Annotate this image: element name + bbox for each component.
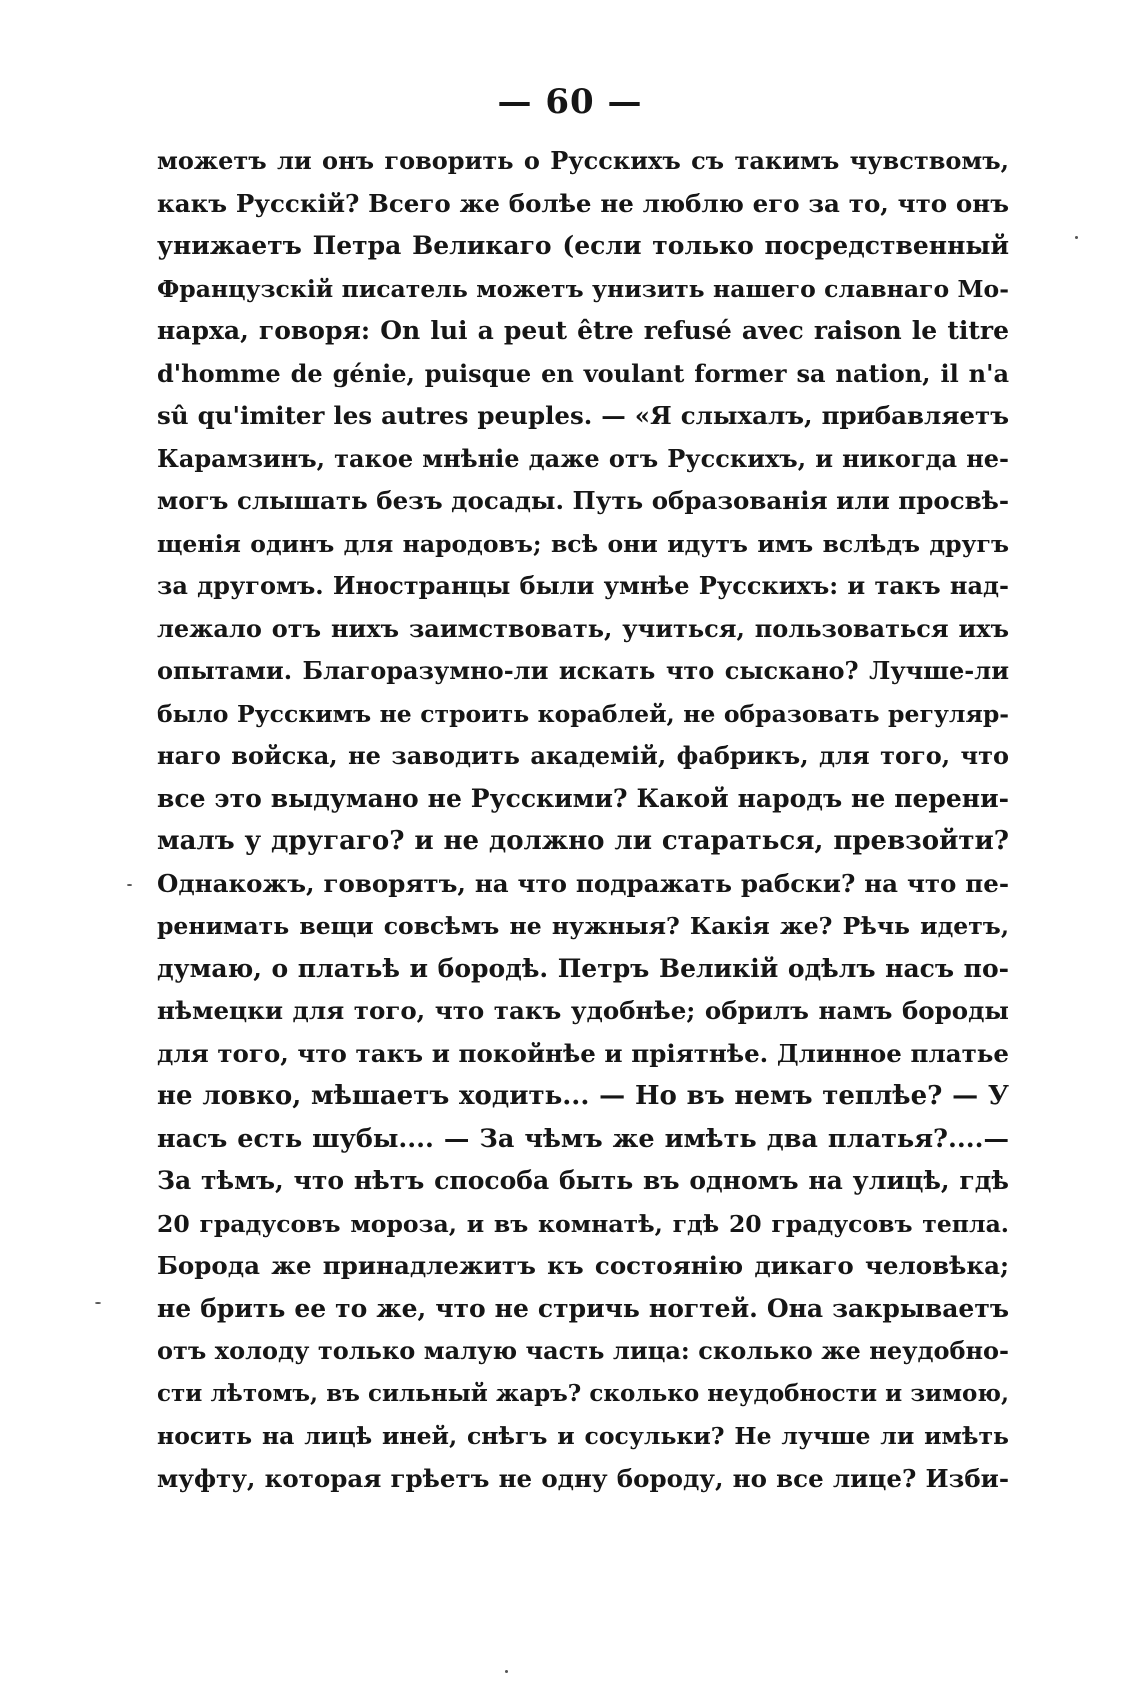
text-line: носить на лицѣ иней, снѣгъ и сосульки? Не лучше ли имѣть (157, 1422, 1009, 1450)
text-line: За тѣмъ, что нѣтъ способа быть въ одномъ на улицѣ, гдѣ (157, 1166, 1009, 1195)
text-line: sû qu'imiter les autres peuples. — «Я слыхалъ, прибавляетъ (157, 401, 1009, 430)
text-line: d'homme de génie, puisque en voulant former sa nation, il n'a (157, 358, 1009, 388)
scan-speck (505, 1670, 508, 1673)
page-number: — 60 — (497, 82, 643, 122)
text-line: отъ холоду только малую часть лица: сколько же неудобно- (157, 1336, 1009, 1365)
text-line: думаю, о платьѣ и бородѣ. Петръ Великій одѣлъ насъ по- (157, 953, 1009, 983)
text-line: было Русскимъ не строить кораблей, не образовать регуляр- (157, 699, 1009, 728)
text-line: не ловко, мѣшаетъ ходить... — Но въ немъ теплѣе? — У (157, 1081, 1009, 1111)
text-line: лежало отъ нихъ заимствовать, учиться, пользоваться ихъ (157, 613, 1009, 643)
text-line: за другомъ. Иностранцы были умнѣе Русскихъ: и такъ над- (157, 571, 1009, 600)
text-line: могъ слышать безъ досады. Путь образованія или просвѣ- (157, 486, 1009, 515)
text-line: малъ у другаго? и не должно ли стараться, превзойти? (157, 826, 1009, 856)
text-line: можетъ ли онъ говорить о Русскихъ съ такимъ чувствомъ, (157, 146, 1009, 175)
scan-speck (1075, 236, 1078, 239)
text-line: ренимать вещи совсѣмъ не нужныя? Какія же? Рѣчь идетъ, (157, 912, 1009, 940)
text-line: Французскій писатель можетъ унизить нашего славнаго Мо- (157, 274, 1009, 303)
text-line: для того, что такъ и покойнѣе и пріятнѣе. Длинное платье (157, 1038, 1009, 1068)
body-text (157, 140, 1009, 1500)
text-line: нѣмецки для того, что такъ удобнѣе; обрилъ намъ бороды (157, 996, 1009, 1025)
text-line: насъ есть шубы.... — За чѣмъ же имѣть два платья?....— (157, 1123, 1009, 1154)
scan-speck (95, 1302, 101, 1304)
scan-speck (127, 884, 132, 886)
text-line: Борода же принадлежитъ къ состоянію дикаго человѣка; (157, 1251, 1009, 1280)
text-line: Однакожъ, говорятъ, на что подражать рабски? на что пе- (157, 868, 1009, 898)
text-line: нарха, говоря: On lui a peut être refusé avec raison le titre (157, 316, 1009, 345)
text-line: сти лѣтомъ, въ сильный жаръ? сколько неудобности и зимою, (157, 1379, 1009, 1407)
text-line: какъ Русскій? Всего же болѣе не люблю его за то, что онъ (157, 188, 1009, 218)
text-line: наго войска, не заводить академій, фабрикъ, для того, что (157, 741, 1009, 770)
text-line: Карамзинъ, такое мнѣніе даже отъ Русскихъ, и никогда не- (157, 443, 1009, 473)
text-line: щенія одинъ для народовъ; всѣ они идутъ имъ вслѣдъ другъ (157, 529, 1009, 558)
text-line: опытами. Благоразумно-ли искать что сыскано? Лучше-ли (157, 656, 1009, 685)
text-line: все это выдумано не Русскими? Какой народъ не перени- (157, 783, 1009, 813)
text-line: муфту, которая грѣетъ не одну бороду, но все лице? Изби- (157, 1463, 1009, 1493)
text-line: унижаетъ Петра Великаго (если только посредственный (157, 231, 1009, 260)
text-line: не брить ее то же, что не стричь ногтей. Она закрываетъ (157, 1293, 1009, 1323)
text-line: 20 градусовъ мороза, и въ комнатѣ, гдѣ 20 градусовъ тепла. (157, 1209, 1009, 1238)
